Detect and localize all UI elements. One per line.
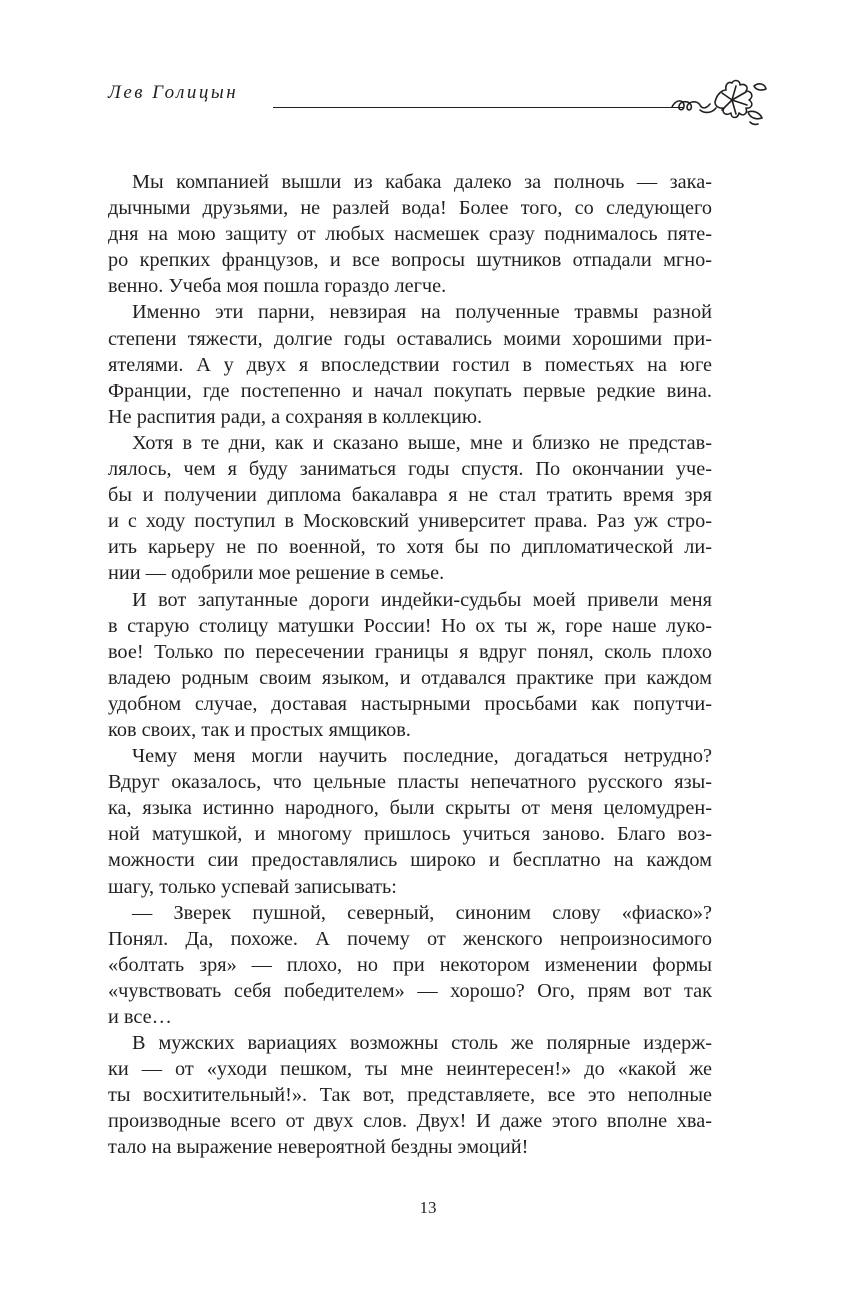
paragraph-line: нии — одобрили мое решение в семье. <box>108 562 445 585</box>
paragraph-line: Франции, где постепенно и начал покупать первые редкие вина. <box>108 379 712 402</box>
paragraph-line: в старую столицу матушки России! Но ох ты ж, горе наше луко- <box>108 614 712 637</box>
paragraph-line: В мужских вариациях возможны столь же полярные издерж- <box>132 1032 712 1055</box>
paragraph-line: «болтать зря» — плохо, но при некотором изменении формы <box>108 953 712 976</box>
paragraph-line: и с ходу поступил в Московский университет права. Раз уж стро- <box>108 510 712 533</box>
paragraph-line: можности сии предоставлялись широко и бесплатно на каждом <box>108 849 712 872</box>
paragraph-line: Хотя в те дни, как и сказано выше, мне и близко не представ- <box>132 431 712 454</box>
paragraph-line: шагу, только успевай записывать: <box>108 875 397 898</box>
paragraph-line: ки — от «уходи пешком, ты мне неинтересен!» до «какой же <box>108 1058 712 1081</box>
paragraph-line: дня на мою защиту от любых насмешек сразу поднималось пяте- <box>108 223 712 246</box>
paragraph-line: И вот запутанные дороги индейки-судьбы моей привели меня <box>132 588 712 611</box>
paragraph-line: ятелями. А у двух я впоследствии гостил в поместьях на юге <box>108 353 712 376</box>
paragraph-line: ной матушкой, и многому пришлось учиться заново. Благо воз- <box>108 823 712 846</box>
paragraph-line: и все… <box>108 1006 172 1028</box>
paragraph-line: ро крепких французов, и все вопросы шутников отпадали мгно- <box>108 249 712 272</box>
paragraph-line: бы и получении диплома бакалавра я не стал тратить время зря <box>108 484 712 507</box>
paragraph-line: ить карьеру не по военной, то хотя бы по дипломатической ли- <box>108 536 712 559</box>
paragraph-line: производные всего от двух слов. Двух! И даже этого вполне хва- <box>108 1110 712 1133</box>
paragraph-line: Не распития ради, а сохраняя в коллекцию. <box>108 405 483 428</box>
header-rule <box>273 107 683 108</box>
paragraph-line: Именно эти парни, невзирая на полученные травмы разной <box>132 301 712 324</box>
paragraph-line: ков своих, так и простых ямщиков. <box>108 718 411 741</box>
running-header <box>108 78 768 128</box>
paragraph-line: тало на выражение невероятной бездны эмоций! <box>108 1136 529 1159</box>
paragraph-line: ты восхитительный!». Так вот, представляете, все это неполные <box>108 1084 712 1107</box>
paragraph-line: вое! Только по пересечении границы я вдруг понял, сколь плохо <box>108 640 712 663</box>
paragraph-line: «чувствовать себя победителем» — хорошо? Ого, прям вот так <box>108 979 712 1002</box>
paragraph-line: — Зверек пушной, северный, синоним слову «фиаско»? <box>132 901 712 924</box>
paragraph-line: Вдруг оказалось, что цельные пласты непечатного русского язы- <box>108 771 712 794</box>
paragraph-line: ка, языка истинно народного, были скрыты от меня целомудрен- <box>108 797 712 820</box>
paragraph-line: Чему меня могли научить последние, догадаться нетрудно? <box>132 745 712 768</box>
page-number: 13 <box>419 1198 437 1217</box>
paragraph-line: дычными друзьями, не разлей вода! Более того, со следующего <box>108 197 712 220</box>
body-text <box>108 169 712 1161</box>
paragraph-line: Мы компанией вышли из кабака далеко за полночь — зака- <box>132 171 712 193</box>
floral-flourish-icon <box>670 78 770 128</box>
paragraph-line: венно. Учеба моя пошла гораздо легче. <box>108 275 447 298</box>
running-header-author: Лев Голицын <box>108 82 239 103</box>
paragraph-line: удобном случае, доставая настырными просьбами как попутчи- <box>108 692 712 715</box>
paragraph-line: Понял. Да, похоже. А почему от женского непроизносимого <box>108 927 712 950</box>
paragraph-line: степени тяжести, долгие годы оставались моими хорошими при- <box>108 327 712 350</box>
paragraph-line: владею родным своим языком, и отдавался практике при каждом <box>108 666 712 689</box>
paragraph-line: лялось, чем я буду заниматься годы спустя. По окончании уче- <box>108 458 712 481</box>
